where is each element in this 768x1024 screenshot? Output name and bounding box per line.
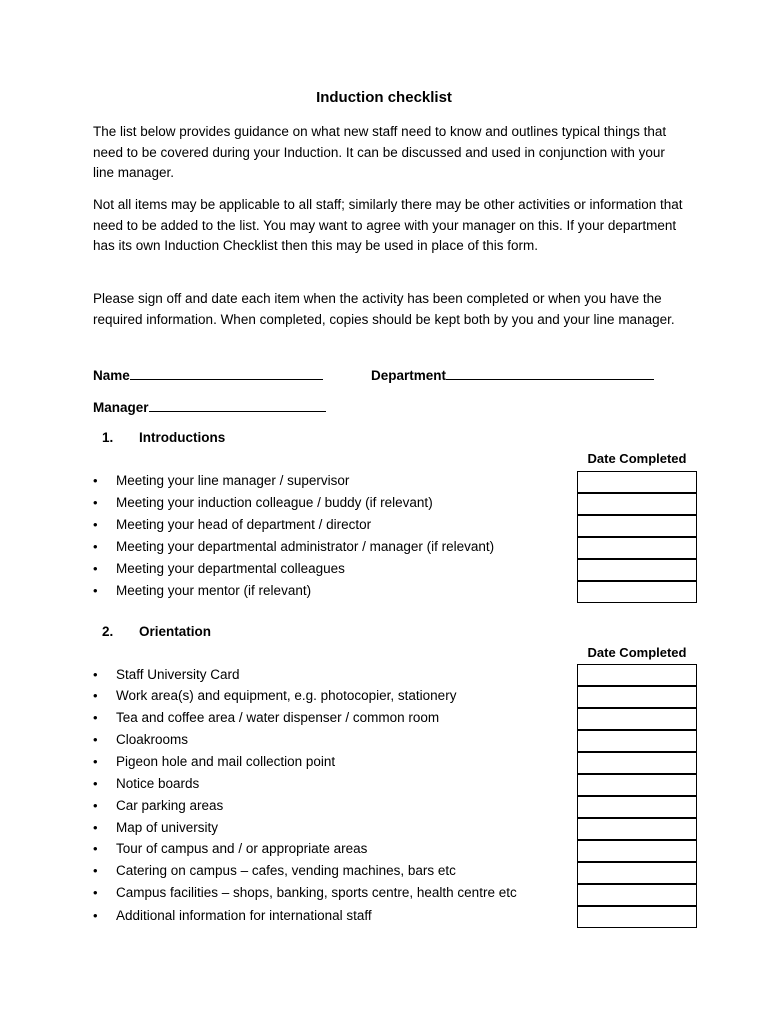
list-item: • Meeting your departmental administrator / manager (if relevant) xyxy=(93,536,494,558)
bullet-icon: • xyxy=(93,539,98,554)
name-line[interactable] xyxy=(130,366,323,380)
date-completed-header: Date Completed xyxy=(587,645,687,660)
section-heading-orientation xyxy=(102,624,211,639)
date-box[interactable] xyxy=(577,493,697,515)
bullet-icon: • xyxy=(93,517,98,532)
list-item: • Map of university xyxy=(93,817,218,839)
date-box[interactable] xyxy=(577,515,697,537)
list-item: • Meeting your line manager / supervisor xyxy=(93,470,349,492)
list-item: • Cloakrooms xyxy=(93,729,188,751)
date-completed-header: Date Completed xyxy=(587,451,687,466)
manager-line[interactable] xyxy=(149,398,326,412)
date-box[interactable] xyxy=(577,559,697,581)
list-item: • Work area(s) and equipment, e.g. photocopier, stationery xyxy=(93,685,456,707)
intro-paragraph-1: The list below provides guidance on what new staff need to know and outlines typical things that need to be covered during your Induction. It can be discussed and used in conjunction with your line manager. xyxy=(93,124,667,181)
date-box[interactable] xyxy=(577,840,697,862)
bullet-icon: • xyxy=(93,908,98,923)
list-item: • Notice boards xyxy=(93,773,199,795)
department-label: Department xyxy=(371,368,447,383)
page-title: Induction checklist xyxy=(316,89,452,106)
section-number: 1. xyxy=(102,430,114,445)
bullet-icon: • xyxy=(93,710,98,725)
department-field[interactable] xyxy=(371,366,654,383)
date-box[interactable] xyxy=(577,818,697,840)
bullet-icon: • xyxy=(93,863,98,878)
bullet-icon: • xyxy=(93,776,98,791)
section-number: 2. xyxy=(102,624,114,639)
section-heading-introductions xyxy=(102,430,225,445)
list-item: • Staff University Card xyxy=(93,664,240,686)
intro-paragraph-2: Not all items may be applicable to all staff; similarly there may be other activities or information that need to be added to the list. You may want to agree with your manager on this. If your department has its own Induction Checklist then this may be used in place of this form. xyxy=(93,197,683,254)
manager-field[interactable] xyxy=(93,398,326,415)
list-item: • Campus facilities – shops, banking, sports centre, health centre etc xyxy=(93,882,517,904)
name-field[interactable] xyxy=(93,366,323,383)
date-box[interactable] xyxy=(577,774,697,796)
list-item: • Car parking areas xyxy=(93,795,223,817)
bullet-icon: • xyxy=(93,732,98,747)
list-item: • Tea and coffee area / water dispenser / common room xyxy=(93,707,439,729)
date-box[interactable] xyxy=(577,537,697,559)
section-title: Introductions xyxy=(139,430,226,445)
date-box[interactable] xyxy=(577,862,697,884)
list-item: • Meeting your mentor (if relevant) xyxy=(93,580,311,602)
bullet-icon: • xyxy=(93,495,98,510)
list-item: • Additional information for international staff xyxy=(93,905,372,927)
date-box[interactable] xyxy=(577,686,697,708)
date-box[interactable] xyxy=(577,906,697,928)
section-title: Orientation xyxy=(139,624,212,639)
date-box[interactable] xyxy=(577,664,697,686)
intro-paragraph-3: Please sign off and date each item when the activity has been completed or when you have the required information. When completed, copies should be kept both by you and your line manager. xyxy=(93,291,675,327)
date-box[interactable] xyxy=(577,708,697,730)
bullet-icon: • xyxy=(93,820,98,835)
date-box[interactable] xyxy=(577,884,697,906)
date-box[interactable] xyxy=(577,581,697,603)
bullet-icon: • xyxy=(93,561,98,576)
bullet-icon: • xyxy=(93,798,98,813)
bullet-icon: • xyxy=(93,688,98,703)
bullet-icon: • xyxy=(93,885,98,900)
date-box[interactable] xyxy=(577,752,697,774)
manager-label: Manager xyxy=(93,400,149,415)
list-item: • Meeting your departmental colleagues xyxy=(93,558,345,580)
date-box[interactable] xyxy=(577,730,697,752)
bullet-icon: • xyxy=(93,583,98,598)
bullet-icon: • xyxy=(93,473,98,488)
name-label: Name xyxy=(93,368,130,383)
list-item: • Tour of campus and / or appropriate areas xyxy=(93,838,367,860)
bullet-icon: • xyxy=(93,667,98,682)
department-line[interactable] xyxy=(446,366,654,380)
list-item: • Catering on campus – cafes, vending machines, bars etc xyxy=(93,860,456,882)
date-box[interactable] xyxy=(577,471,697,493)
date-box[interactable] xyxy=(577,796,697,818)
bullet-icon: • xyxy=(93,754,98,769)
list-item: • Meeting your head of department / director xyxy=(93,514,371,536)
bullet-icon: • xyxy=(93,841,98,856)
list-item: • Pigeon hole and mail collection point xyxy=(93,751,335,773)
list-item: • Meeting your induction colleague / buddy (if relevant) xyxy=(93,492,433,514)
